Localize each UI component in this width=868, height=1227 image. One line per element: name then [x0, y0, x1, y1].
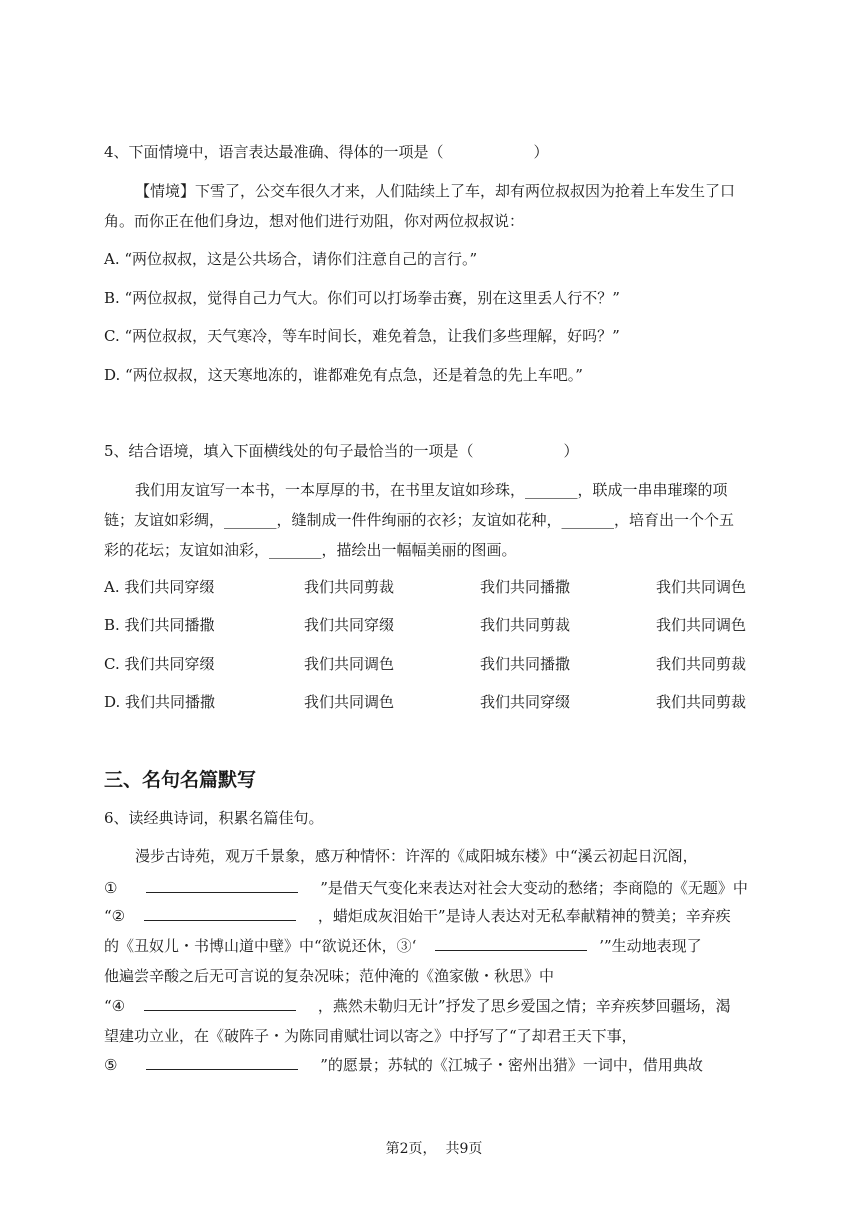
q5-option-b-choice: 我们共同调色 [656, 616, 747, 634]
q5-passage-line: 我们用友谊写一本书，一本厚厚的书，在书里友谊如珍珠，_______，联成一串串璀璨的项 [135, 481, 728, 499]
q5-option-b-choice: 我们共同穿缀 [304, 616, 395, 634]
q5-option-a-choice: 我们共同播撒 [480, 578, 571, 596]
q4-scenario-line: 角。而你正在他们身边，想对他们进行劝阻，你对两位叔叔说： [104, 212, 525, 230]
q4-option-b: B. “两位叔叔，觉得自己力气大。你们可以打场拳击赛，别在这里丢人行不？” [104, 289, 620, 307]
q5-passage-line: 链；友谊如彩绸，_______，缝制成一件件绚丽的衣衫；友谊如花种，_______，培育出一个个五 [104, 511, 735, 529]
blank-marker: ⑤ [104, 1056, 118, 1074]
answer-blank-1[interactable] [146, 878, 298, 893]
q6-passage-line: 他遍尝辛酸之后无可言说的复杂况味；范仲淹的《渔家傲・秋思》中 [104, 967, 555, 985]
q4-option-a: A. “两位叔叔，这是公共场合，请你们注意自己的言行。” [104, 250, 478, 268]
passage-text: ”的愿景；苏轼的《江城子・密州出猎》一词中，借用典故 [320, 1056, 703, 1074]
q6-fill-line-1 [104, 878, 748, 898]
q5-option-d-choice: 我们共同剪裁 [656, 693, 747, 711]
q5-option-b-choice: B. 我们共同播撒 [104, 616, 215, 634]
q4-scenario-line: 【情境】下雪了，公交车很久才来，人们陆续上了车，却有两位叔叔因为抢着上车发生了口 [135, 182, 736, 200]
q5-option-b-choice: 我们共同剪裁 [480, 616, 571, 634]
q5-option-c-choice: C. 我们共同穿缀 [104, 655, 215, 673]
passage-text: ，蜡炬成灰泪始干”是诗人表达对无私奉献精神的赞美；辛弃疾 [317, 907, 731, 925]
q6-fill-line-7 [104, 1055, 703, 1075]
page-footer: 第2页， 共9页 [385, 1141, 483, 1157]
q5-option-a-choice: A. 我们共同穿缀 [104, 578, 215, 596]
q6-fill-line-3 [104, 936, 702, 956]
answer-blank-3[interactable] [435, 936, 587, 951]
passage-text: 的《丑奴儿・书博山道中壁》中“欲说还休，③‘ [104, 937, 417, 955]
passage-text: ，燕然未勒归无计”抒发了思乡爱国之情；辛弃疾梦回疆场，渴 [317, 997, 731, 1015]
answer-blank-2[interactable] [144, 906, 296, 921]
q5-option-d-choice: D. 我们共同播撒 [104, 693, 216, 711]
passage-text: ”是借天气变化来表达对社会大变动的愁绪；李商隐的《无题》中 [320, 879, 748, 897]
answer-blank-4[interactable] [144, 996, 296, 1011]
blank-marker: ① [104, 879, 118, 897]
blank-marker: “④ [104, 997, 126, 1015]
q5-option-c-choice: 我们共同剪裁 [656, 655, 747, 673]
q5-stem: 5、结合语境，填入下面横线处的句子最恰当的一项是（ ） [104, 442, 579, 460]
section-heading: 三、名句名篇默写 [104, 769, 257, 791]
answer-blank-5[interactable] [146, 1055, 298, 1070]
q4-option-d: D. “两位叔叔，这天寒地冻的，谁都难免有点急，还是着急的先上车吧。” [104, 366, 583, 384]
q6-passage-line: 漫步古诗苑，观万千景象，感万种情怀：许浑的《咸阳城东楼》中“溪云初起日沉阁， [135, 847, 698, 865]
q5-passage-line: 彩的花坛；友谊如油彩，_______，描绘出一幅幅美丽的图画。 [104, 541, 517, 559]
q6-stem: 6、读经典诗词，积累名篇佳句。 [104, 809, 324, 827]
q5-option-d-choice: 我们共同穿缀 [480, 693, 571, 711]
q5-option-a-choice: 我们共同调色 [656, 578, 747, 596]
q5-option-c-choice: 我们共同播撒 [480, 655, 571, 673]
q5-option-d-choice: 我们共同调色 [304, 693, 395, 711]
q5-option-a-choice: 我们共同剪裁 [304, 578, 395, 596]
blank-marker: “② [104, 907, 126, 925]
q5-option-c-choice: 我们共同调色 [304, 655, 395, 673]
q6-fill-line-5 [104, 996, 731, 1016]
q6-fill-line-2 [104, 906, 731, 926]
q6-passage-line: 望建功立业，在《破阵子・为陈同甫赋壮词以寄之》中抒写了“了却君王天下事， [104, 1027, 637, 1045]
q4-option-c: C. “两位叔叔，天气寒冷，等车时间长，难免着急，让我们多些理解，好吗？” [104, 327, 620, 345]
q4-stem: 4、下面情境中，语言表达最准确、得体的一项是（ ） [104, 143, 549, 161]
passage-text: ’”生动地表现了 [599, 937, 702, 955]
